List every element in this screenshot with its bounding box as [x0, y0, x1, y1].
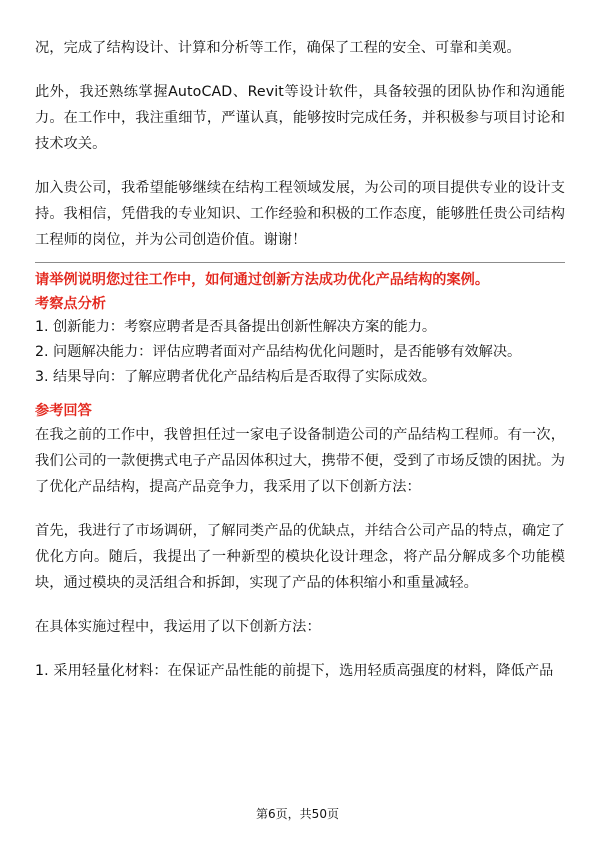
page-content — [35, 35, 565, 684]
section-spacer — [35, 390, 565, 398]
paragraph-spacer — [35, 157, 565, 175]
analysis-item: 1. 创新能力：考察应聘者是否具备提出创新性解决方案的能力。 — [35, 319, 437, 335]
answer-heading: 参考回答 — [35, 403, 92, 419]
paragraph: 首先，我进行了市场调研，了解同类产品的优缺点，并结合公司产品的特点，确定了优化方向。随后，我提出了一种新型的模块化设计理念，将产品分解成多个功能模块，通过模块的灵活组合和拆卸，实现了产品的体积缩小和重量减轻。 — [35, 523, 565, 591]
paragraph: 1. 采用轻量化材料：在保证产品性能的前提下，选用轻质高强度的材料，降低产品 — [35, 663, 554, 679]
paragraph: 在我之前的工作中，我曾担任过一家电子设备制造公司的产品结构工程师。有一次，我们公司的一款便携式电子产品因体积过大，携带不便，受到了市场反馈的困扰。为了优化产品结构，提高产品竞争力，我采用了以下创新方法： — [35, 427, 565, 495]
paragraph: 况，完成了结构设计、计算和分析等工作，确保了工程的安全、可靠和美观。 — [35, 40, 521, 56]
page-number: 第6页，共50页 — [256, 807, 339, 821]
analysis-item: 3. 结果导向：了解应聘者优化产品结构后是否取得了实际成效。 — [35, 369, 437, 385]
question-heading: 请举例说明您过往工作中，如何通过创新方法成功优化产品结构的案例。 — [35, 272, 490, 288]
analysis-item: 2. 问题解决能力：评估应聘者面对产品结构优化问题时，是否能够有效解决。 — [35, 344, 522, 360]
paragraph-spacer — [35, 500, 565, 518]
paragraph: 加入贵公司，我希望能够继续在结构工程领域发展，为公司的项目提供专业的设计支持。我相信，凭借我的专业知识、工作经验和积极的工作态度，能够胜任贵公司结构工程师的岗位，并为公司创造价值。谢谢！ — [35, 180, 565, 248]
paragraph: 此外，我还熟练掌握AutoCAD、Revit等设计软件，具备较强的团队协作和沟通能力。在工作中，我注重细节，严谨认真，能够按时完成任务，并积极参与项目讨论和技术攻关。 — [35, 84, 565, 152]
paragraph-spacer — [35, 61, 565, 79]
page-footer — [0, 806, 595, 822]
paragraph: 在具体实施过程中，我运用了以下创新方法： — [35, 619, 321, 635]
paragraph-spacer — [35, 596, 565, 614]
paragraph-spacer — [35, 640, 565, 658]
analysis-heading: 考察点分析 — [35, 296, 106, 312]
section-divider — [35, 262, 565, 263]
